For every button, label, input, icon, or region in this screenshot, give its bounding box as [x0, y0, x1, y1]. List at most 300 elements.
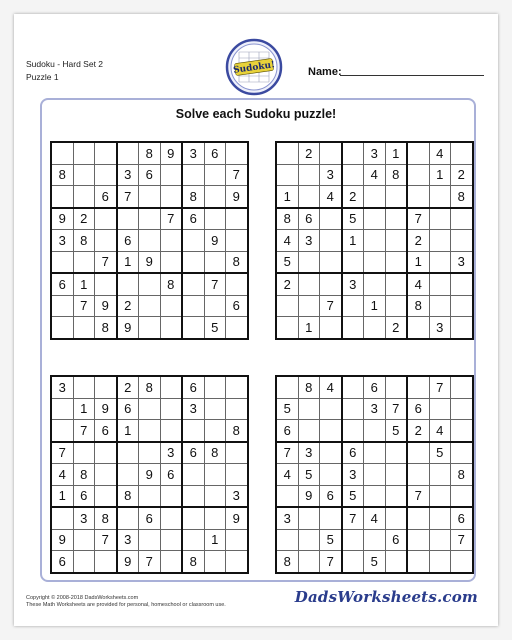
grid-row [276, 398, 473, 420]
empty-cell[interactable] [276, 142, 298, 164]
empty-cell[interactable] [364, 485, 386, 507]
empty-cell[interactable] [182, 295, 204, 317]
given-cell: 7 [320, 551, 342, 573]
empty-cell[interactable] [226, 376, 248, 398]
empty-cell[interactable] [182, 317, 204, 339]
given-cell: 6 [204, 142, 226, 164]
given-cell: 1 [385, 142, 407, 164]
empty-cell[interactable] [385, 230, 407, 252]
empty-cell[interactable] [429, 186, 451, 208]
empty-cell[interactable] [160, 186, 182, 208]
given-cell: 4 [320, 186, 342, 208]
empty-cell[interactable] [407, 164, 429, 186]
empty-cell[interactable] [139, 230, 161, 252]
empty-cell[interactable] [73, 376, 95, 398]
given-cell: 3 [320, 164, 342, 186]
empty-cell[interactable] [320, 317, 342, 339]
sudoku-grid-1 [50, 141, 249, 340]
sudoku-logo [225, 38, 283, 96]
empty-cell[interactable] [204, 507, 226, 529]
empty-cell[interactable] [95, 485, 117, 507]
empty-cell[interactable] [451, 398, 473, 420]
given-cell: 8 [182, 551, 204, 573]
empty-cell[interactable] [73, 442, 95, 464]
empty-cell[interactable] [298, 251, 320, 273]
given-cell: 9 [226, 186, 248, 208]
empty-cell[interactable] [276, 164, 298, 186]
empty-cell[interactable] [73, 317, 95, 339]
grid-row [276, 273, 473, 295]
given-cell: 6 [385, 529, 407, 551]
empty-cell[interactable] [160, 507, 182, 529]
empty-cell[interactable] [73, 251, 95, 273]
empty-cell[interactable] [451, 317, 473, 339]
given-cell: 6 [139, 164, 161, 186]
empty-cell[interactable] [451, 295, 473, 317]
name-field[interactable] [340, 75, 484, 76]
empty-cell[interactable] [95, 208, 117, 230]
empty-cell[interactable] [276, 376, 298, 398]
empty-cell[interactable] [51, 317, 73, 339]
empty-cell[interactable] [182, 464, 204, 486]
empty-cell[interactable] [298, 164, 320, 186]
grid-row [51, 295, 248, 317]
empty-cell[interactable] [342, 317, 364, 339]
empty-cell[interactable] [182, 420, 204, 442]
empty-cell[interactable] [429, 398, 451, 420]
empty-cell[interactable] [364, 464, 386, 486]
empty-cell[interactable] [139, 398, 161, 420]
given-cell: 8 [139, 376, 161, 398]
empty-cell[interactable] [204, 398, 226, 420]
given-cell: 3 [51, 376, 73, 398]
brand-logo[interactable]: DadsWorksheets.com [294, 588, 478, 606]
empty-cell[interactable] [407, 464, 429, 486]
empty-cell[interactable] [320, 442, 342, 464]
given-cell: 6 [51, 551, 73, 573]
given-cell: 5 [342, 208, 364, 230]
empty-cell[interactable] [298, 420, 320, 442]
given-cell: 9 [298, 485, 320, 507]
empty-cell[interactable] [51, 251, 73, 273]
empty-cell[interactable] [139, 529, 161, 551]
empty-cell[interactable] [182, 230, 204, 252]
empty-cell[interactable] [385, 295, 407, 317]
given-cell: 3 [298, 230, 320, 252]
given-cell: 7 [51, 442, 73, 464]
empty-cell[interactable] [385, 507, 407, 529]
name-label: Name: [308, 66, 342, 78]
grid-row [51, 208, 248, 230]
empty-cell[interactable] [451, 420, 473, 442]
logo-text: Sudoku! [232, 60, 276, 76]
empty-cell[interactable] [451, 142, 473, 164]
empty-cell[interactable] [364, 529, 386, 551]
given-cell: 2 [117, 295, 139, 317]
empty-cell[interactable] [139, 273, 161, 295]
sudoku-grid-2 [275, 141, 474, 340]
grid-row [276, 551, 473, 573]
empty-cell[interactable] [95, 273, 117, 295]
given-cell: 3 [451, 251, 473, 273]
empty-cell[interactable] [407, 551, 429, 573]
empty-cell[interactable] [139, 420, 161, 442]
empty-cell[interactable] [364, 317, 386, 339]
empty-cell[interactable] [117, 208, 139, 230]
empty-cell[interactable] [407, 317, 429, 339]
empty-cell[interactable] [95, 464, 117, 486]
given-cell: 3 [51, 230, 73, 252]
empty-cell[interactable] [429, 529, 451, 551]
copyright-text: Copyright © 2008-2018 DadsWorksheets.com [26, 595, 139, 601]
empty-cell[interactable] [95, 230, 117, 252]
given-cell: 7 [73, 295, 95, 317]
empty-cell[interactable] [139, 208, 161, 230]
empty-cell[interactable] [298, 186, 320, 208]
empty-cell[interactable] [320, 208, 342, 230]
empty-cell[interactable] [73, 186, 95, 208]
empty-cell[interactable] [407, 529, 429, 551]
given-cell: 6 [95, 186, 117, 208]
empty-cell[interactable] [385, 442, 407, 464]
empty-cell[interactable] [407, 186, 429, 208]
empty-cell[interactable] [226, 464, 248, 486]
given-cell: 1 [117, 251, 139, 273]
footer-notes [26, 595, 226, 609]
empty-cell[interactable] [407, 142, 429, 164]
empty-cell[interactable] [320, 273, 342, 295]
given-cell: 9 [95, 398, 117, 420]
empty-cell[interactable] [385, 485, 407, 507]
given-cell: 6 [364, 376, 386, 398]
grid-row [276, 208, 473, 230]
empty-cell[interactable] [226, 442, 248, 464]
empty-cell[interactable] [204, 464, 226, 486]
empty-cell[interactable] [160, 230, 182, 252]
grid-row [51, 142, 248, 164]
grid-row [51, 485, 248, 507]
empty-cell[interactable] [204, 485, 226, 507]
empty-cell[interactable] [160, 164, 182, 186]
given-cell: 7 [95, 529, 117, 551]
given-cell: 2 [117, 376, 139, 398]
empty-cell[interactable] [276, 317, 298, 339]
empty-cell[interactable] [385, 273, 407, 295]
empty-cell[interactable] [385, 464, 407, 486]
given-cell: 2 [407, 230, 429, 252]
given-cell: 2 [407, 420, 429, 442]
empty-cell[interactable] [320, 142, 342, 164]
empty-cell[interactable] [298, 398, 320, 420]
empty-cell[interactable] [182, 485, 204, 507]
empty-cell[interactable] [451, 485, 473, 507]
empty-cell[interactable] [204, 208, 226, 230]
empty-cell[interactable] [139, 186, 161, 208]
empty-cell[interactable] [73, 164, 95, 186]
given-cell: 3 [160, 442, 182, 464]
instructions: Solve each Sudoku puzzle! [175, 107, 337, 121]
empty-cell[interactable] [95, 164, 117, 186]
empty-cell[interactable] [298, 273, 320, 295]
given-cell: 1 [407, 251, 429, 273]
empty-cell[interactable] [51, 295, 73, 317]
empty-cell[interactable] [182, 507, 204, 529]
empty-cell[interactable] [451, 273, 473, 295]
empty-cell[interactable] [342, 295, 364, 317]
given-cell: 4 [276, 230, 298, 252]
empty-cell[interactable] [276, 529, 298, 551]
empty-cell[interactable] [298, 507, 320, 529]
given-cell: 6 [117, 398, 139, 420]
empty-cell[interactable] [364, 273, 386, 295]
empty-cell[interactable] [385, 186, 407, 208]
header-info [26, 58, 103, 84]
empty-cell[interactable] [226, 230, 248, 252]
empty-cell[interactable] [320, 420, 342, 442]
grid-row [51, 442, 248, 464]
sudoku-badge-icon [225, 38, 283, 96]
empty-cell[interactable] [160, 398, 182, 420]
empty-cell[interactable] [320, 251, 342, 273]
empty-cell[interactable] [364, 251, 386, 273]
given-cell: 6 [298, 208, 320, 230]
empty-cell[interactable] [204, 295, 226, 317]
empty-cell[interactable] [407, 507, 429, 529]
empty-cell[interactable] [117, 464, 139, 486]
empty-cell[interactable] [117, 273, 139, 295]
empty-cell[interactable] [160, 376, 182, 398]
given-cell: 7 [407, 208, 429, 230]
empty-cell[interactable] [342, 164, 364, 186]
given-cell: 8 [73, 464, 95, 486]
given-cell: 5 [364, 551, 386, 573]
empty-cell[interactable] [182, 273, 204, 295]
given-cell: 5 [204, 317, 226, 339]
empty-cell[interactable] [51, 507, 73, 529]
empty-cell[interactable] [364, 186, 386, 208]
empty-cell[interactable] [204, 251, 226, 273]
given-cell: 6 [160, 464, 182, 486]
given-cell: 1 [51, 485, 73, 507]
grid-row [51, 398, 248, 420]
given-cell: 8 [407, 295, 429, 317]
empty-cell[interactable] [385, 251, 407, 273]
empty-cell[interactable] [364, 442, 386, 464]
empty-cell[interactable] [73, 529, 95, 551]
empty-cell[interactable] [182, 529, 204, 551]
given-cell: 6 [182, 208, 204, 230]
empty-cell[interactable] [320, 464, 342, 486]
grid-row [51, 164, 248, 186]
given-cell: 7 [226, 164, 248, 186]
given-cell: 7 [139, 551, 161, 573]
empty-cell[interactable] [95, 376, 117, 398]
empty-cell[interactable] [342, 420, 364, 442]
empty-cell[interactable] [429, 295, 451, 317]
empty-cell[interactable] [160, 485, 182, 507]
empty-cell[interactable] [364, 208, 386, 230]
empty-cell[interactable] [226, 398, 248, 420]
empty-cell[interactable] [117, 142, 139, 164]
empty-cell[interactable] [204, 186, 226, 208]
given-cell: 1 [364, 295, 386, 317]
empty-cell[interactable] [451, 208, 473, 230]
empty-cell[interactable] [429, 251, 451, 273]
given-cell: 1 [204, 529, 226, 551]
empty-cell[interactable] [95, 442, 117, 464]
empty-cell[interactable] [276, 485, 298, 507]
empty-cell[interactable] [342, 251, 364, 273]
empty-cell[interactable] [117, 442, 139, 464]
empty-cell[interactable] [160, 251, 182, 273]
empty-cell[interactable] [226, 529, 248, 551]
given-cell: 1 [276, 186, 298, 208]
given-cell: 8 [160, 273, 182, 295]
given-cell: 5 [429, 442, 451, 464]
empty-cell[interactable] [385, 551, 407, 573]
given-cell: 7 [342, 507, 364, 529]
empty-cell[interactable] [298, 551, 320, 573]
grid-row [276, 142, 473, 164]
empty-cell[interactable] [51, 142, 73, 164]
grid-row [51, 529, 248, 551]
given-cell: 7 [429, 376, 451, 398]
empty-cell[interactable] [429, 485, 451, 507]
empty-cell[interactable] [51, 420, 73, 442]
empty-cell[interactable] [407, 376, 429, 398]
given-cell: 3 [342, 273, 364, 295]
empty-cell[interactable] [364, 230, 386, 252]
given-cell: 3 [342, 464, 364, 486]
empty-cell[interactable] [429, 551, 451, 573]
given-cell: 6 [451, 507, 473, 529]
empty-cell[interactable] [204, 376, 226, 398]
empty-cell[interactable] [429, 208, 451, 230]
given-cell: 5 [385, 420, 407, 442]
empty-cell[interactable] [451, 230, 473, 252]
empty-cell[interactable] [204, 551, 226, 573]
empty-cell[interactable] [182, 251, 204, 273]
given-cell: 3 [276, 507, 298, 529]
empty-cell[interactable] [320, 398, 342, 420]
empty-cell[interactable] [342, 551, 364, 573]
empty-cell[interactable] [139, 295, 161, 317]
grid-row [276, 485, 473, 507]
empty-cell[interactable] [51, 186, 73, 208]
given-cell: 8 [95, 507, 117, 529]
given-cell: 2 [73, 208, 95, 230]
empty-cell[interactable] [364, 420, 386, 442]
empty-cell[interactable] [429, 230, 451, 252]
given-cell: 3 [182, 142, 204, 164]
given-cell: 1 [73, 273, 95, 295]
empty-cell[interactable] [95, 142, 117, 164]
empty-cell[interactable] [226, 208, 248, 230]
empty-cell[interactable] [160, 529, 182, 551]
empty-cell[interactable] [407, 442, 429, 464]
empty-cell[interactable] [298, 295, 320, 317]
given-cell: 9 [160, 142, 182, 164]
given-cell: 8 [276, 208, 298, 230]
given-cell: 8 [117, 485, 139, 507]
given-cell: 4 [364, 164, 386, 186]
grid-row [51, 273, 248, 295]
empty-cell[interactable] [342, 529, 364, 551]
empty-cell[interactable] [160, 295, 182, 317]
empty-cell[interactable] [342, 398, 364, 420]
empty-cell[interactable] [385, 208, 407, 230]
grid-row [51, 376, 248, 398]
empty-cell[interactable] [429, 507, 451, 529]
given-cell: 4 [320, 376, 342, 398]
empty-cell[interactable] [204, 420, 226, 442]
given-cell: 8 [182, 186, 204, 208]
given-cell: 6 [139, 507, 161, 529]
given-cell: 7 [451, 529, 473, 551]
empty-cell[interactable] [226, 317, 248, 339]
empty-cell[interactable] [160, 420, 182, 442]
given-cell: 6 [117, 230, 139, 252]
empty-cell[interactable] [160, 317, 182, 339]
given-cell: 3 [182, 398, 204, 420]
empty-cell[interactable] [182, 164, 204, 186]
empty-cell[interactable] [429, 464, 451, 486]
empty-cell[interactable] [139, 442, 161, 464]
given-cell: 6 [407, 398, 429, 420]
given-cell: 8 [51, 164, 73, 186]
empty-cell[interactable] [342, 376, 364, 398]
empty-cell[interactable] [204, 164, 226, 186]
empty-cell[interactable] [451, 376, 473, 398]
empty-cell[interactable] [451, 551, 473, 573]
empty-cell[interactable] [226, 142, 248, 164]
given-cell: 2 [276, 273, 298, 295]
empty-cell[interactable] [320, 507, 342, 529]
given-cell: 5 [276, 398, 298, 420]
empty-cell[interactable] [117, 507, 139, 529]
empty-cell[interactable] [160, 551, 182, 573]
worksheet-title: Sudoku - Hard Set 2 [26, 59, 104, 69]
given-cell: 4 [276, 464, 298, 486]
grid-row [276, 376, 473, 398]
given-cell: 8 [204, 442, 226, 464]
empty-cell[interactable] [226, 273, 248, 295]
empty-cell[interactable] [451, 442, 473, 464]
empty-cell[interactable] [429, 273, 451, 295]
empty-cell[interactable] [95, 551, 117, 573]
empty-cell[interactable] [320, 230, 342, 252]
given-cell: 2 [342, 186, 364, 208]
given-cell: 3 [117, 164, 139, 186]
empty-cell[interactable] [51, 398, 73, 420]
given-cell: 1 [73, 398, 95, 420]
grid-row [276, 529, 473, 551]
empty-cell[interactable] [226, 551, 248, 573]
empty-cell[interactable] [276, 295, 298, 317]
empty-cell[interactable] [139, 485, 161, 507]
empty-cell[interactable] [73, 551, 95, 573]
empty-cell[interactable] [73, 142, 95, 164]
empty-cell[interactable] [342, 142, 364, 164]
empty-cell[interactable] [139, 317, 161, 339]
grid-row [276, 464, 473, 486]
empty-cell[interactable] [385, 376, 407, 398]
empty-cell[interactable] [298, 529, 320, 551]
grid-row [276, 507, 473, 529]
given-cell: 9 [139, 464, 161, 486]
grid-row [51, 420, 248, 442]
worksheet-page [14, 14, 498, 626]
